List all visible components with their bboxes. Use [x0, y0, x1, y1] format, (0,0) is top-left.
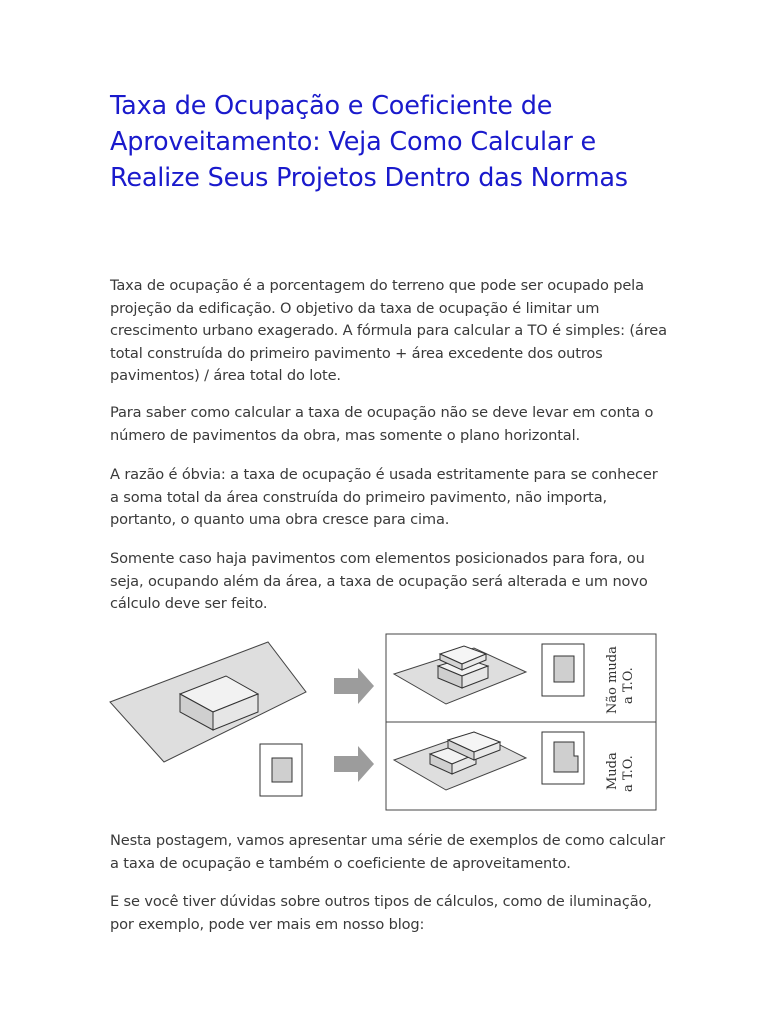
label-no-change-line2: a T.O.: [621, 667, 636, 704]
arrow-right-icon: [334, 746, 374, 782]
label-changes: Muda: [605, 752, 620, 790]
article-title: Taxa de Ocupação e Coeficiente de Aproveitamento: Veja Como Calcular e Realize Seus Projetos Dentro das Normas: [110, 91, 628, 193]
occupancy-rate-illustration: [108, 632, 658, 812]
paragraph: Somente caso haja pavimentos com elementos posicionados para fora, ou seja, ocupando além da área, a taxa de ocupação será alterada e um novo cálculo deve ser feito.: [110, 550, 648, 613]
paragraph: Para saber como calcular a taxa de ocupação não se deve levar em conta o número de pavimentos da obra, mas somente o plano horizontal.: [110, 404, 654, 444]
plan-view-drawing: [542, 732, 584, 784]
plan-view-drawing: [260, 744, 302, 796]
paragraph: A razão é óbvia: a taxa de ocupação é usada estritamente para se conhecer a soma total da área construída do primeiro pavimento, não importa, portanto, o quanto uma obra cresce para cima.: [110, 466, 658, 529]
plan-view-drawing: [542, 644, 584, 696]
paragraph: Taxa de ocupação é a porcentagem do terreno que pode ser ocupado pela projeção da edificação. O objetivo da taxa de ocupação é limitar um crescimento urbano exagerado. A fórmula para calcular a TO é simples: (área total construída do primeiro pavimento + área excedente dos outros pavimentos) / área total do lote.: [110, 277, 667, 385]
label-changes-line2: a T.O.: [621, 755, 636, 792]
arrow-right-icon: [334, 668, 374, 704]
paragraph: E se você tiver dúvidas sobre outros tipos de cálculos, como de iluminação, por exemplo, pode ver mais em nosso blog:: [110, 893, 652, 933]
label-no-change: Não muda: [605, 646, 620, 714]
paragraph: Nesta postagem, vamos apresentar uma série de exemplos de como calcular a taxa de ocupação e também o coeficiente de aproveitamento.: [110, 832, 666, 872]
